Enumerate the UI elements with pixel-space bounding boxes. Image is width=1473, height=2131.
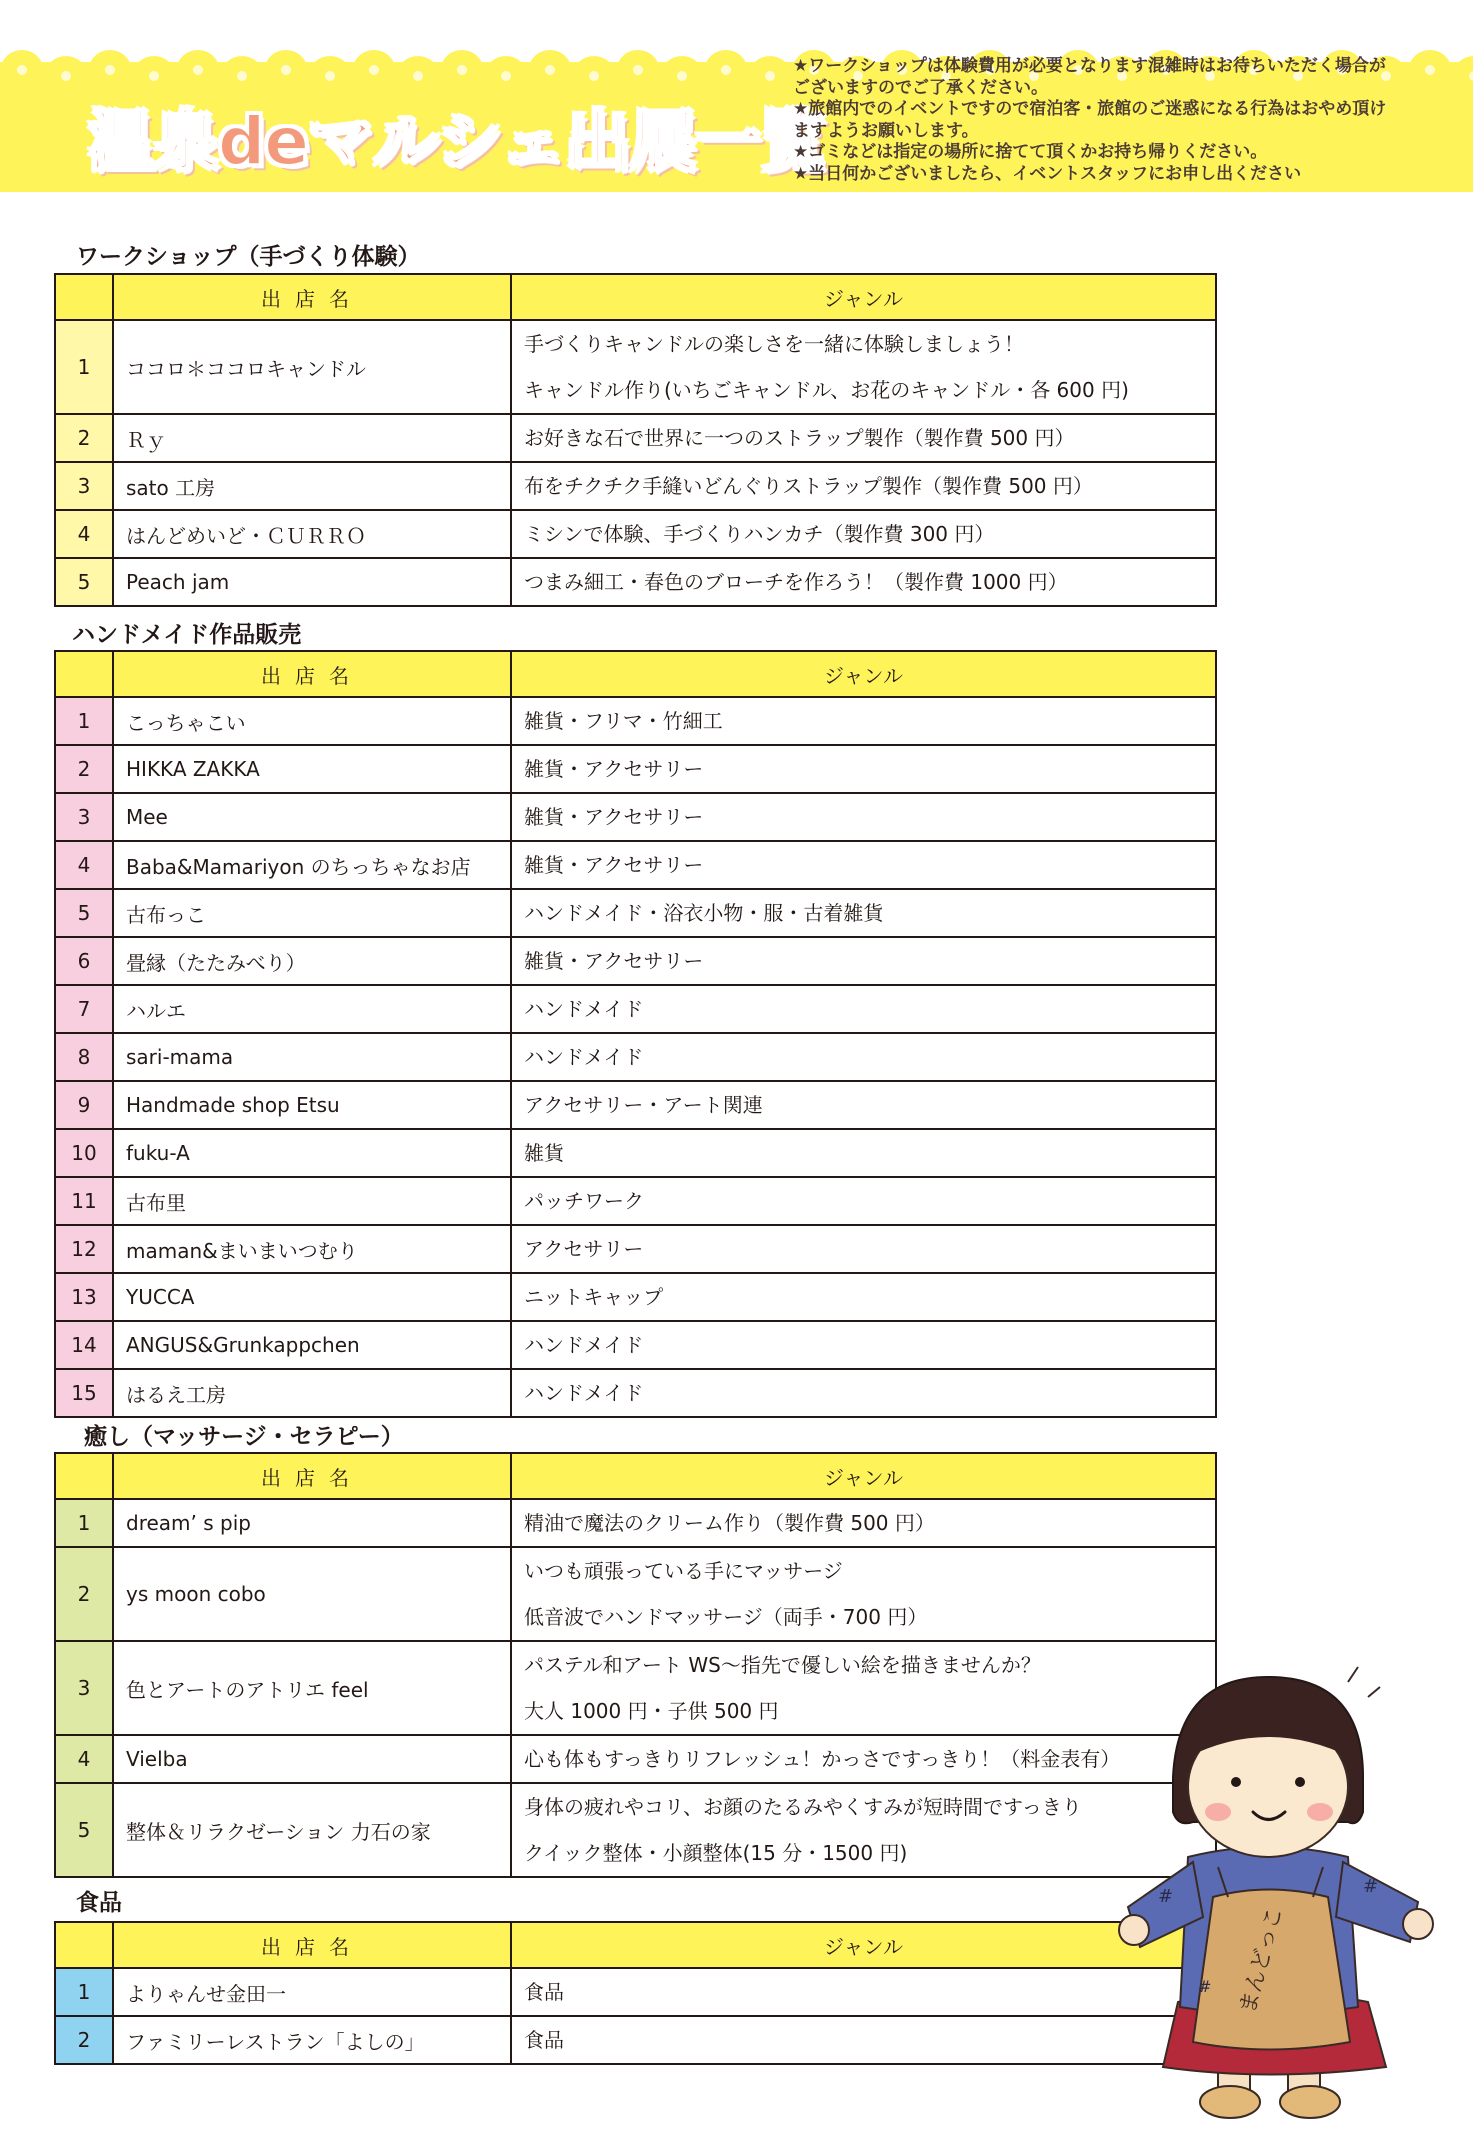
genre-cell [511, 1547, 1216, 1641]
exhibitor-name: dream’ s pip [113, 1499, 511, 1547]
genre-line: お好きな石で世界に一つのストラップ製作（製作費 500 円） [524, 426, 1075, 450]
exhibitor-name: 整体＆リラクゼーション 力石の家 [113, 1783, 511, 1877]
genre-cell [511, 414, 1216, 462]
lace-hole [413, 71, 423, 81]
row-number: 3 [55, 1641, 113, 1735]
genre-line: キャンドル作り(いちごキャンドル、お花のキャンドル・各 600 円) [524, 378, 1129, 402]
genre-line: ハンドメイド [524, 1045, 644, 1069]
table-row [55, 1177, 1216, 1225]
lace-hole [369, 65, 379, 75]
row-number: 15 [55, 1369, 113, 1417]
genre-line: ハンドメイド [524, 1381, 644, 1405]
row-number: 2 [55, 745, 113, 793]
genre-cell [511, 1369, 1216, 1417]
genre-line: 雑貨・アクセサリー [524, 949, 704, 973]
section-title-handmade: ハンドメイド作品販売 [72, 622, 302, 648]
table-row [55, 937, 1216, 985]
header-cell-genre: ジャンル [511, 1922, 1216, 1968]
genre-cell [511, 1177, 1216, 1225]
exhibitor-name: ys moon cobo [113, 1547, 511, 1641]
row-number: 4 [55, 510, 113, 558]
genre-line: パステル和アート WS〜指先で優しい絵を描きませんか？ [524, 1653, 1041, 1677]
table-row [55, 462, 1216, 510]
table-row [55, 1081, 1216, 1129]
genre-line: 食品 [524, 1980, 564, 2004]
genre-line: パッチワーク [524, 1189, 644, 1213]
table-row [55, 1499, 1216, 1547]
genre-line: ハンドメイド [524, 997, 644, 1021]
table-row [55, 1033, 1216, 1081]
table-row [55, 510, 1216, 558]
row-number: 7 [55, 985, 113, 1033]
table-row [55, 1369, 1216, 1417]
genre-line: アクセサリー [524, 1237, 644, 1261]
svg-text:#: # [1198, 1977, 1212, 1996]
genre-cell [511, 697, 1216, 745]
table-row [55, 414, 1216, 462]
table-header-row [55, 1453, 1216, 1499]
row-number: 5 [55, 889, 113, 937]
genre-cell [511, 1129, 1216, 1177]
genre-cell [511, 1321, 1216, 1369]
genre-line: ハンドメイド [524, 1333, 644, 1357]
lace-hole [633, 65, 643, 75]
genre-cell [511, 889, 1216, 937]
healing-table [54, 1452, 1217, 1878]
genre-line: 雑貨・アクセサリー [524, 757, 704, 781]
genre-line: 低音波でハンドマッサージ（両手・700 円） [524, 1605, 928, 1629]
header-cell-genre: ジャンル [511, 274, 1216, 320]
table-header-row [55, 1922, 1216, 1968]
genre-cell [511, 937, 1216, 985]
lace-hole [677, 71, 687, 81]
exhibitor-name: ハルエ [113, 985, 511, 1033]
row-number: 14 [55, 1321, 113, 1369]
row-number: 13 [55, 1273, 113, 1321]
note-line: ★旅館内でのイベントですので宿泊客・旅館のご迷惑になる行為はおやめ頂け [793, 99, 1387, 119]
genre-line: ハンドメイド・浴衣小物・服・古着雑貨 [524, 901, 884, 925]
header-cell-name: 出店名 [113, 1453, 511, 1499]
exhibitor-name: はるえ工房 [113, 1369, 511, 1417]
genre-cell [511, 1273, 1216, 1321]
header-cell-number [55, 1922, 113, 1968]
genre-line: アクセサリー・アート関連 [524, 1093, 763, 1117]
lace-hole [589, 71, 599, 81]
row-number: 8 [55, 1033, 113, 1081]
exhibitor-name: YUCCA [113, 1273, 511, 1321]
lace-hole [193, 65, 203, 75]
genre-line: 身体の疲れやコリ、お顔のたるみやくすみが短時間ですっきり [524, 1795, 1082, 1819]
lace-hole [765, 71, 775, 81]
mascot-apron-text: まんどっこ [1235, 1904, 1288, 2017]
row-number: 4 [55, 1735, 113, 1783]
row-number: 4 [55, 841, 113, 889]
row-number: 5 [55, 558, 113, 606]
table-header-row [55, 274, 1216, 320]
header-cell-genre: ジャンル [511, 1453, 1216, 1499]
exhibitor-name: sato 工房 [113, 462, 511, 510]
exhibitor-name: Baba&Mamariyon のちっちゃなお店 [113, 841, 511, 889]
table-row [55, 1783, 1216, 1877]
exhibitor-name: maman&まいまいつむり [113, 1225, 511, 1273]
genre-cell [511, 510, 1216, 558]
row-number: 2 [55, 2016, 113, 2064]
row-number: 1 [55, 1499, 113, 1547]
table-row [55, 1321, 1216, 1369]
genre-line: いつも頑張っている手にマッサージ [524, 1559, 843, 1583]
table-row [55, 1225, 1216, 1273]
note-line: ★ゴミなどは指定の場所に捨てて頂くかお持ち帰りください。 [793, 142, 1268, 162]
table-row [55, 745, 1216, 793]
page-header [0, 0, 1473, 192]
table-row [55, 1547, 1216, 1641]
genre-cell [511, 320, 1216, 414]
exhibitor-name: Ｒｙ [113, 414, 511, 462]
genre-cell [511, 841, 1216, 889]
row-number: 12 [55, 1225, 113, 1273]
exhibitor-name: ココロ＊ココロキャンドル [113, 320, 511, 414]
genre-line: 食品 [524, 2028, 564, 2052]
row-number: 10 [55, 1129, 113, 1177]
row-number: 11 [55, 1177, 113, 1225]
section-title-food: 食品 [76, 1890, 122, 1916]
table-row [55, 2016, 1216, 2064]
table-row [55, 1735, 1216, 1783]
lace-hole [17, 65, 27, 75]
genre-line: 精油で魔法のクリーム作り（製作費 500 円） [524, 1511, 935, 1535]
genre-cell [511, 2016, 1216, 2064]
exhibitor-name: よりゃんせ金田一 [113, 1968, 511, 2016]
lace-scallop [1452, 56, 1473, 90]
header-cell-name: 出店名 [113, 1922, 511, 1968]
row-number: 2 [55, 414, 113, 462]
exhibitor-name: HIKKA ZAKKA [113, 745, 511, 793]
lace-hole [237, 71, 247, 81]
genre-line: 手づくりキャンドルの楽しさを一緒に体験しましょう！ [524, 332, 1024, 356]
exhibitor-name: 古布里 [113, 1177, 511, 1225]
exhibitor-name: fuku-A [113, 1129, 511, 1177]
table-row [55, 558, 1216, 606]
genre-cell [511, 462, 1216, 510]
row-number: 3 [55, 462, 113, 510]
table-row [55, 320, 1216, 414]
genre-cell [511, 1641, 1216, 1735]
row-number: 1 [55, 320, 113, 414]
header-notes [793, 56, 1453, 185]
genre-cell [511, 1225, 1216, 1273]
lace-hole [149, 71, 159, 81]
handmade-table [54, 650, 1217, 1418]
genre-line: ニットキャップ [524, 1285, 664, 1309]
genre-cell [511, 1783, 1216, 1877]
table-row [55, 889, 1216, 937]
exhibitor-name: 色とアートのアトリエ feel [113, 1641, 511, 1735]
exhibitor-name: Handmade shop Etsu [113, 1081, 511, 1129]
row-number: 1 [55, 697, 113, 745]
row-number: 6 [55, 937, 113, 985]
lace-hole [501, 71, 511, 81]
table-row [55, 793, 1216, 841]
genre-cell [511, 985, 1216, 1033]
table-row [55, 841, 1216, 889]
exhibitor-name: Mee [113, 793, 511, 841]
genre-line: クイック整体・小顔整体(15 分・1500 円) [524, 1841, 908, 1865]
exhibitor-name: Peach jam [113, 558, 511, 606]
header-cell-genre: ジャンル [511, 651, 1216, 697]
lace-hole [105, 65, 115, 75]
svg-text:#: # [1363, 1876, 1379, 1897]
exhibitor-name: 畳縁（たたみべり） [113, 937, 511, 985]
genre-cell [511, 558, 1216, 606]
header-cell-name: 出店名 [113, 274, 511, 320]
workshop-table [54, 273, 1217, 607]
genre-line: 雑貨・アクセサリー [524, 805, 704, 829]
section-title-healing: 癒し（マッサージ・セラピー） [84, 1424, 404, 1450]
exhibitor-name: こっちゃこい [113, 697, 511, 745]
row-number: 2 [55, 1547, 113, 1641]
note-line: ございますのでご了承ください。 [793, 77, 1048, 98]
exhibitor-name: sari-mama [113, 1033, 511, 1081]
table-row [55, 1129, 1216, 1177]
genre-cell [511, 1499, 1216, 1547]
exhibitor-name: ANGUS&Grunkappchen [113, 1321, 511, 1369]
genre-line: 布をチクチク手縫いどんぐりストラップ製作（製作費 500 円） [524, 474, 1093, 498]
table-row [55, 1641, 1216, 1735]
note-line: ★ワークショップは体験費用が必要となります混雑時はお待ちいただく場合が [793, 56, 1386, 76]
genre-line: 雑貨・アクセサリー [524, 853, 704, 877]
note-line: ★当日何かございましたら、イベントスタッフにお申し出ください [793, 163, 1302, 184]
lace-hole [61, 71, 71, 81]
mascot-head [1173, 1667, 1380, 1857]
table-row [55, 697, 1216, 745]
genre-line: 大人 1000 円・子供 500 円 [524, 1699, 779, 1723]
svg-text:#: # [1158, 1886, 1174, 1907]
row-number: 3 [55, 793, 113, 841]
table-header-row [55, 651, 1216, 697]
exhibitor-name: はんどめいど・ＣＵＲＲＯ [113, 510, 511, 558]
row-number: 1 [55, 1968, 113, 2016]
lace-hole [721, 65, 731, 75]
exhibitor-name: ファミリーレストラン「よしの」 [113, 2016, 511, 2064]
genre-line: 雑貨・フリマ・竹細工 [524, 709, 723, 733]
genre-cell [511, 745, 1216, 793]
food-table [54, 1921, 1217, 2065]
table-row [55, 985, 1216, 1033]
table-row [55, 1968, 1216, 2016]
header-cell-number [55, 1453, 113, 1499]
lace-hole [325, 71, 335, 81]
genre-cell [511, 1968, 1216, 2016]
genre-line: ミシンで体験、手づくりハンカチ（製作費 300 円） [524, 522, 995, 546]
header-cell-name: 出店名 [113, 651, 511, 697]
page-title: 温泉deマルシェ出展一覧 [88, 103, 826, 180]
header-cell-number [55, 651, 113, 697]
genre-line: つまみ細工・春色のブローチを作ろう！（製作費 1000 円） [524, 570, 1068, 594]
row-number: 9 [55, 1081, 113, 1129]
section-title-workshop: ワークショップ（手づくり体験） [76, 244, 421, 270]
lace-hole [545, 65, 555, 75]
exhibitor-name: 古布っこ [113, 889, 511, 937]
mascot-illustration [1118, 1662, 1448, 2131]
genre-cell [511, 1735, 1216, 1783]
genre-line: 雑貨 [524, 1141, 564, 1165]
row-number: 5 [55, 1783, 113, 1877]
lace-hole [281, 65, 291, 75]
header-cell-number [55, 274, 113, 320]
table-row [55, 1273, 1216, 1321]
note-line: ますようお願いします。 [793, 120, 979, 141]
genre-cell [511, 1033, 1216, 1081]
exhibitor-name: Vielba [113, 1735, 511, 1783]
genre-line: 心も体もすっきりリフレッシュ！かっさですっきり！（料金表有） [524, 1747, 1121, 1771]
genre-cell [511, 793, 1216, 841]
genre-cell [511, 1081, 1216, 1129]
lace-hole [457, 65, 467, 75]
